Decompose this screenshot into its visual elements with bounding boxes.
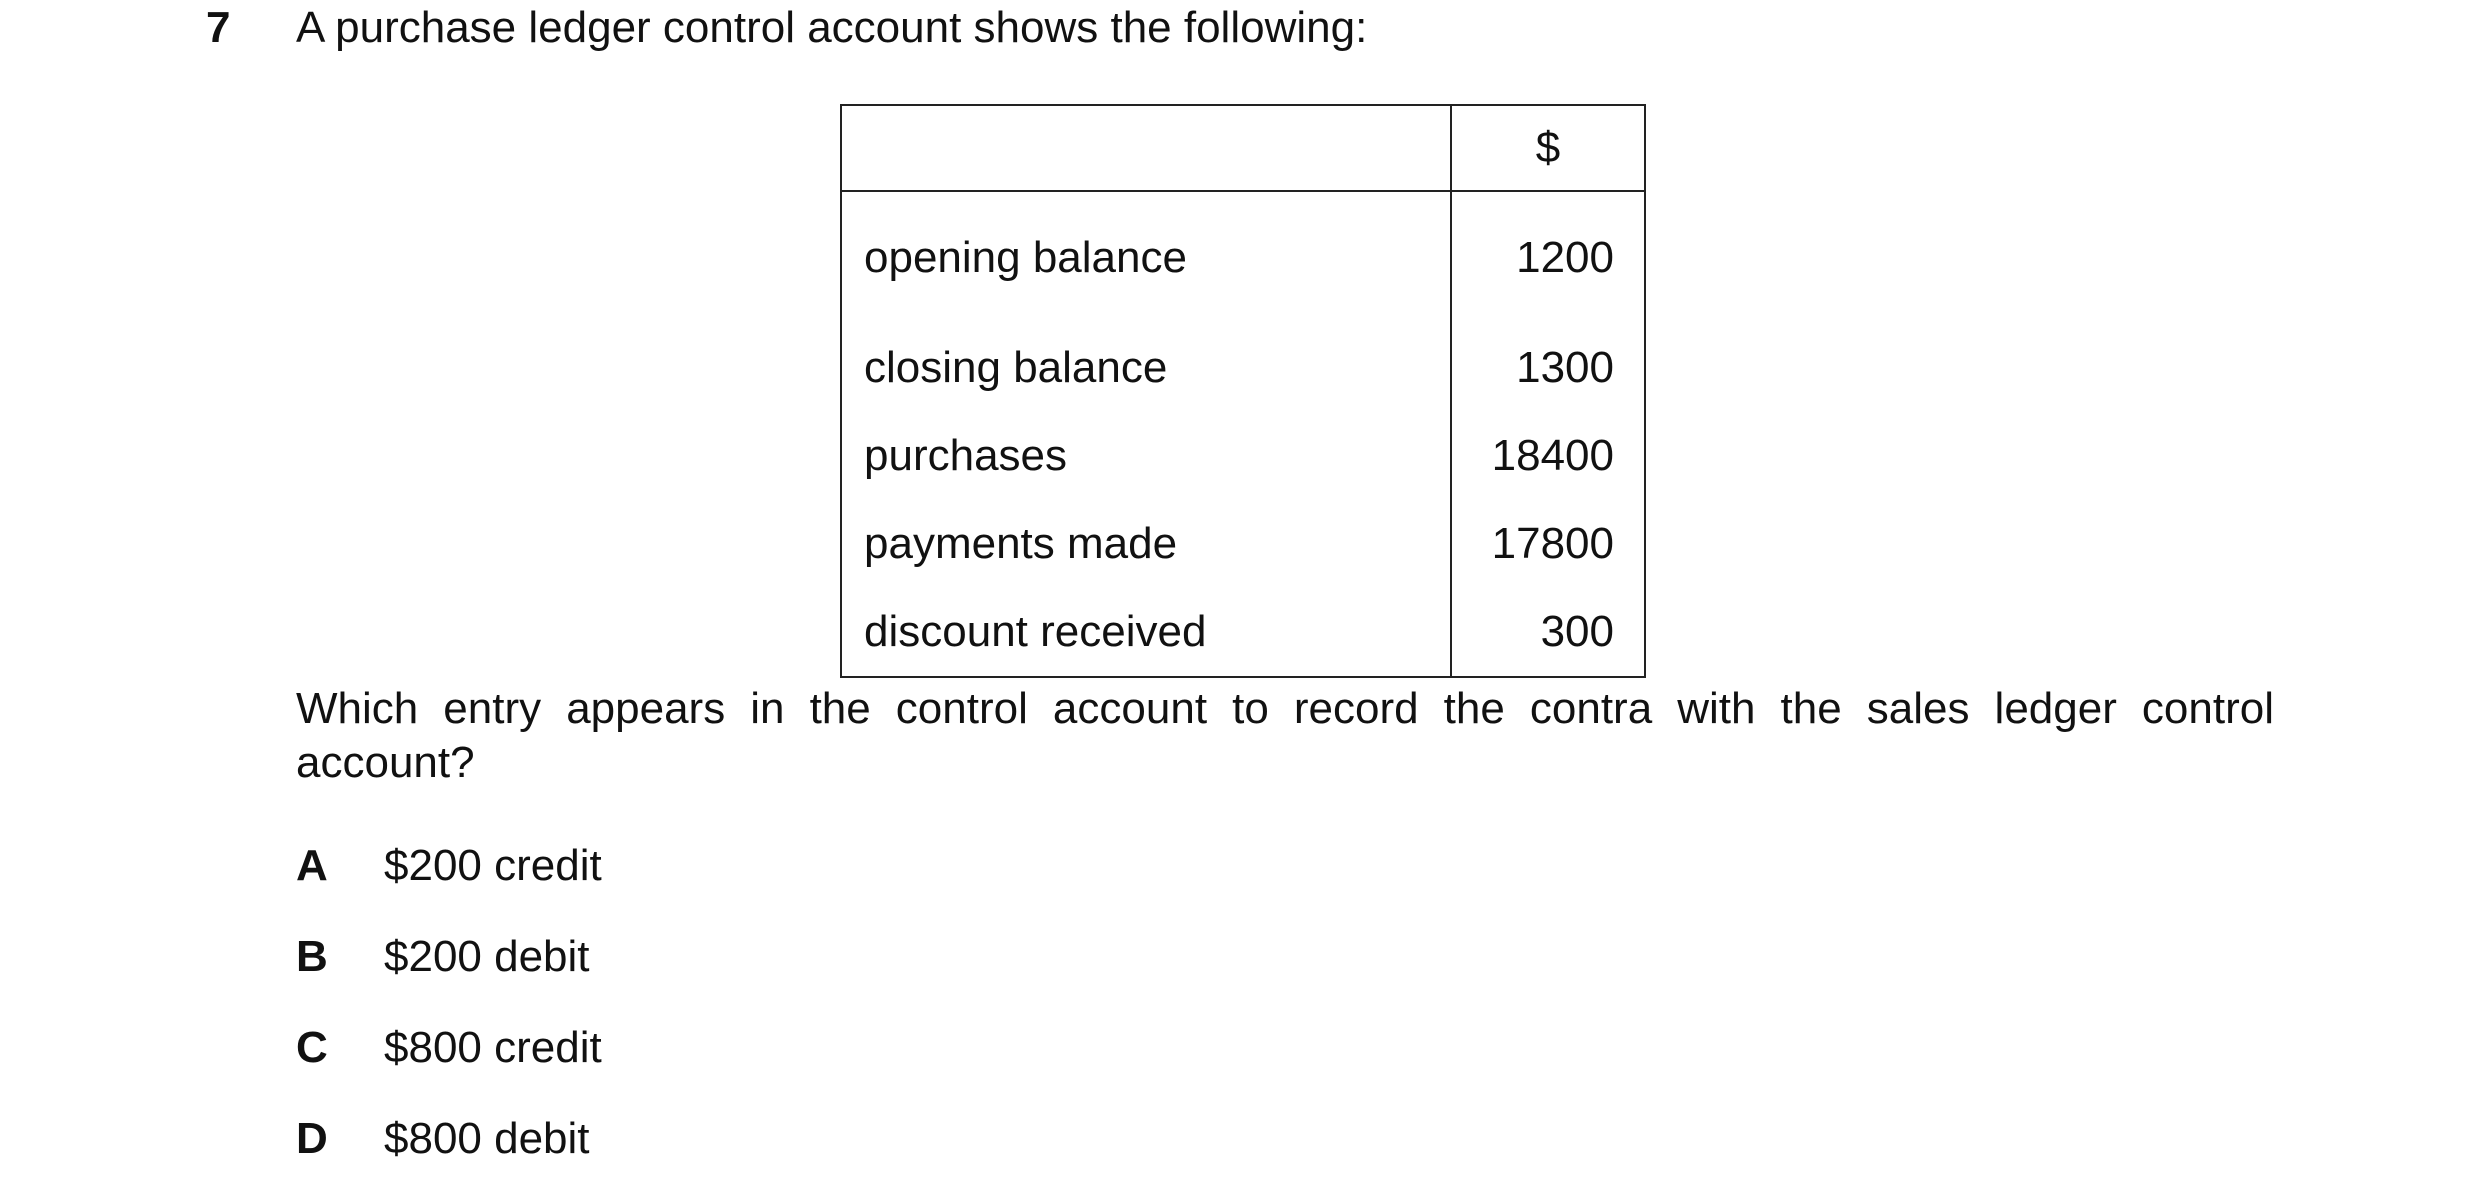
option-text: $800 debit xyxy=(384,1114,590,1163)
table-header-row xyxy=(841,105,1645,191)
table-row xyxy=(841,191,1645,324)
row-amount: 300 xyxy=(1451,588,1645,677)
ledger-table xyxy=(840,104,1646,678)
option-text: $800 credit xyxy=(384,1023,602,1072)
row-label: opening balance xyxy=(841,191,1451,324)
option-letter: C xyxy=(296,1023,328,1072)
option-b[interactable] xyxy=(296,929,590,985)
question-number: 7 xyxy=(206,3,231,52)
row-amount: 17800 xyxy=(1451,500,1645,588)
option-text: $200 credit xyxy=(384,841,602,890)
table-row xyxy=(841,412,1645,500)
option-a[interactable] xyxy=(296,838,602,894)
row-label: purchases xyxy=(841,412,1451,500)
header-label-cell xyxy=(841,105,1451,191)
option-c[interactable] xyxy=(296,1020,602,1076)
table-row xyxy=(841,588,1645,677)
question-prompt-line-2: account? xyxy=(296,738,475,787)
question-prompt-line-1: Which entry appears in the control account to record the contra with the sales ledger control xyxy=(296,684,2274,733)
option-text: $200 debit xyxy=(384,932,590,981)
table-row xyxy=(841,500,1645,588)
row-label: payments made xyxy=(841,500,1451,588)
table-row xyxy=(841,324,1645,412)
row-label: closing balance xyxy=(841,324,1451,412)
option-letter: B xyxy=(296,932,328,981)
row-amount: 1200 xyxy=(1451,191,1645,324)
question-stem: A purchase ledger control account shows the following: xyxy=(296,3,1368,52)
option-d[interactable] xyxy=(296,1111,590,1167)
row-amount: 18400 xyxy=(1451,412,1645,500)
option-letter: A xyxy=(296,841,328,890)
row-label: discount received xyxy=(841,588,1451,677)
question-prompt xyxy=(296,682,2274,790)
option-letter: D xyxy=(296,1114,328,1163)
row-amount: 1300 xyxy=(1451,324,1645,412)
header-currency-cell: $ xyxy=(1451,105,1645,191)
